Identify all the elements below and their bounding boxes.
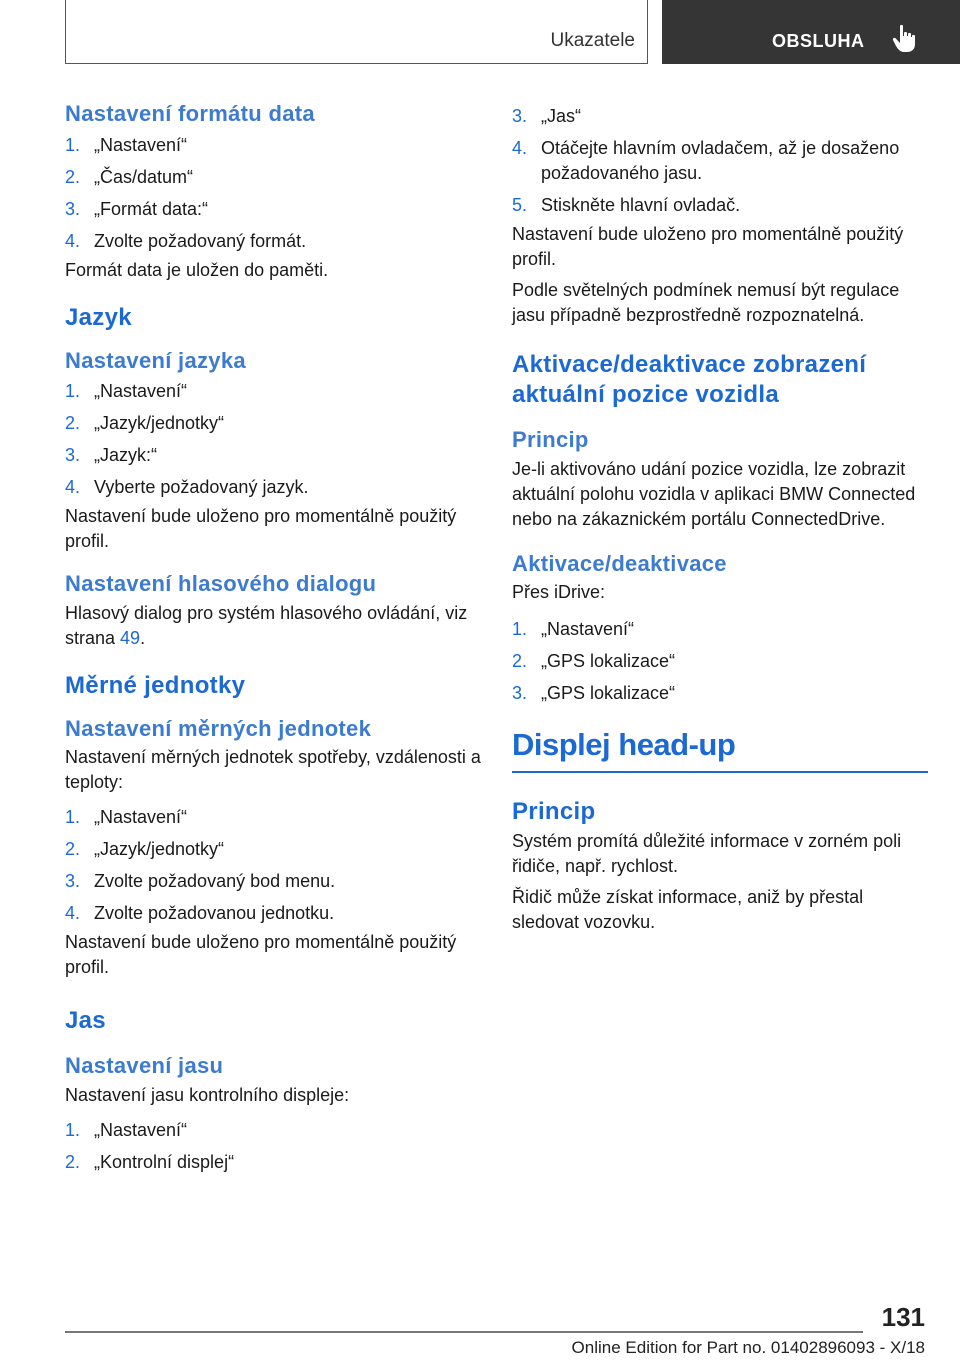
list-item: 1. „Nastavení“ bbox=[65, 1119, 188, 1140]
list-item: 1. „Nastavení“ bbox=[65, 381, 188, 402]
hand-pointer-icon bbox=[891, 24, 921, 54]
brightness-steps bbox=[65, 1118, 485, 1175]
language-steps bbox=[65, 379, 485, 500]
brightness-intro: Nastavení jasu kontrolního displeje: bbox=[65, 1084, 350, 1105]
list-item: 1. „Nastavení“ bbox=[512, 619, 635, 640]
units-intro: Nastavení měrných jednotek spotřeby, vzdálenosti a teploty: bbox=[65, 747, 481, 793]
date-format-steps bbox=[65, 133, 485, 254]
position-principle-heading: Princip bbox=[512, 427, 589, 452]
header-chapter-tab bbox=[662, 0, 960, 64]
header-section-box bbox=[65, 0, 648, 64]
language-title: Jazyk bbox=[65, 303, 132, 331]
position-activation-intro: Přes iDrive: bbox=[512, 582, 606, 603]
hud-principle-heading: Princip bbox=[512, 797, 596, 825]
language-note: Nastavení bude uloženo pro momentálně použitý profil. bbox=[65, 506, 457, 552]
brightness-steps-continued bbox=[512, 104, 928, 218]
header-section-label: Ukazatele bbox=[550, 30, 635, 51]
list-item: 2. „Jazyk/jednotky“ bbox=[65, 839, 225, 860]
footer-divider bbox=[65, 1331, 863, 1333]
brightness-title: Jas bbox=[65, 1007, 106, 1035]
list-item: 2. „GPS lokalizace“ bbox=[512, 651, 676, 672]
hud-chapter-title: Displej head-up bbox=[512, 727, 736, 763]
list-item: 2. „Kontrolní displej“ bbox=[65, 1151, 235, 1172]
units-heading: Nastavení měrných jednotek bbox=[65, 715, 372, 741]
chapter-divider bbox=[512, 771, 928, 773]
date-format-note: Formát data je uložen do paměti. bbox=[65, 259, 329, 280]
left-column bbox=[65, 100, 485, 1182]
brightness-heading: Nastavení jasu bbox=[65, 1053, 224, 1079]
units-note: Nastavení bude uloženo pro momentálně použitý profil. bbox=[65, 932, 457, 978]
list-item: 3. Zvolte požadovaný bod menu. bbox=[65, 871, 336, 892]
position-title: Aktivace/deaktivace zobrazení aktuální pozice vozidla bbox=[512, 351, 867, 408]
brightness-note-light: Podle světelných podmínek nemusí být regulace jasu případně bezprostředně rozpoznatelná. bbox=[512, 280, 900, 325]
position-steps bbox=[512, 617, 928, 706]
list-item: 3. „Jazyk:“ bbox=[65, 445, 157, 466]
page-link[interactable]: 49 bbox=[120, 627, 141, 648]
right-column bbox=[512, 104, 928, 935]
list-item: 5. Stiskněte hlavní ovladač. bbox=[512, 195, 741, 215]
brightness-note-profile: Nastavení bude uloženo pro momentálně použitý profil. bbox=[512, 224, 904, 269]
list-item: 4. Zvolte požadovanou jednotku. bbox=[65, 903, 335, 924]
list-item: 2. „Čas/datum“ bbox=[65, 166, 194, 187]
list-item: 3. „Jas“ bbox=[512, 106, 581, 126]
list-item: 2. „Jazyk/jednotky“ bbox=[65, 413, 225, 434]
hud-text-2: Řidič může získat informace, aniž by přestal sledovat vozovku. bbox=[512, 886, 864, 932]
voice-heading: Nastavení hlasového dialogu bbox=[65, 571, 377, 597]
list-item: 4. Zvolte požadovaný formát. bbox=[65, 230, 307, 251]
list-item: 1. „Nastavení“ bbox=[65, 134, 188, 155]
list-item: 4. Vyberte požadovaný jazyk. bbox=[65, 477, 309, 498]
list-item: 4. Otáčejte hlavním ovladačem, až je dosaženo požadovaného jasu. bbox=[512, 138, 900, 183]
page-number: 131 bbox=[881, 1302, 925, 1332]
footer-edition: Online Edition for Part no. 01402896093 - X/18 bbox=[571, 1338, 925, 1357]
list-item: 1. „Nastavení“ bbox=[65, 807, 188, 828]
hud-text-1: Systém promítá důležité informace v zorném poli řidiče, např. rychlost. bbox=[512, 830, 902, 876]
units-title: Měrné jednotky bbox=[65, 671, 246, 699]
language-heading: Nastavení jazyka bbox=[65, 347, 246, 373]
units-steps bbox=[65, 805, 485, 926]
position-activation-heading: Aktivace/deaktivace bbox=[512, 550, 727, 576]
position-principle-text: Je-li aktivováno udání pozice vozidla, lze zobrazit aktuální polohu vozidla v aplikaci BMW Connected nebo na zákaznickém portálu ConnectedDrive. bbox=[512, 458, 916, 529]
header-tab-label: OBSLUHA bbox=[772, 31, 865, 51]
voice-text: Hlasový dialog pro systém hlasového ovládání, viz strana 49. bbox=[65, 602, 468, 648]
date-format-heading: Nastavení formátu data bbox=[65, 101, 315, 126]
list-item: 3. „Formát data:“ bbox=[65, 198, 209, 219]
list-item: 3. „GPS lokalizace“ bbox=[512, 683, 676, 704]
